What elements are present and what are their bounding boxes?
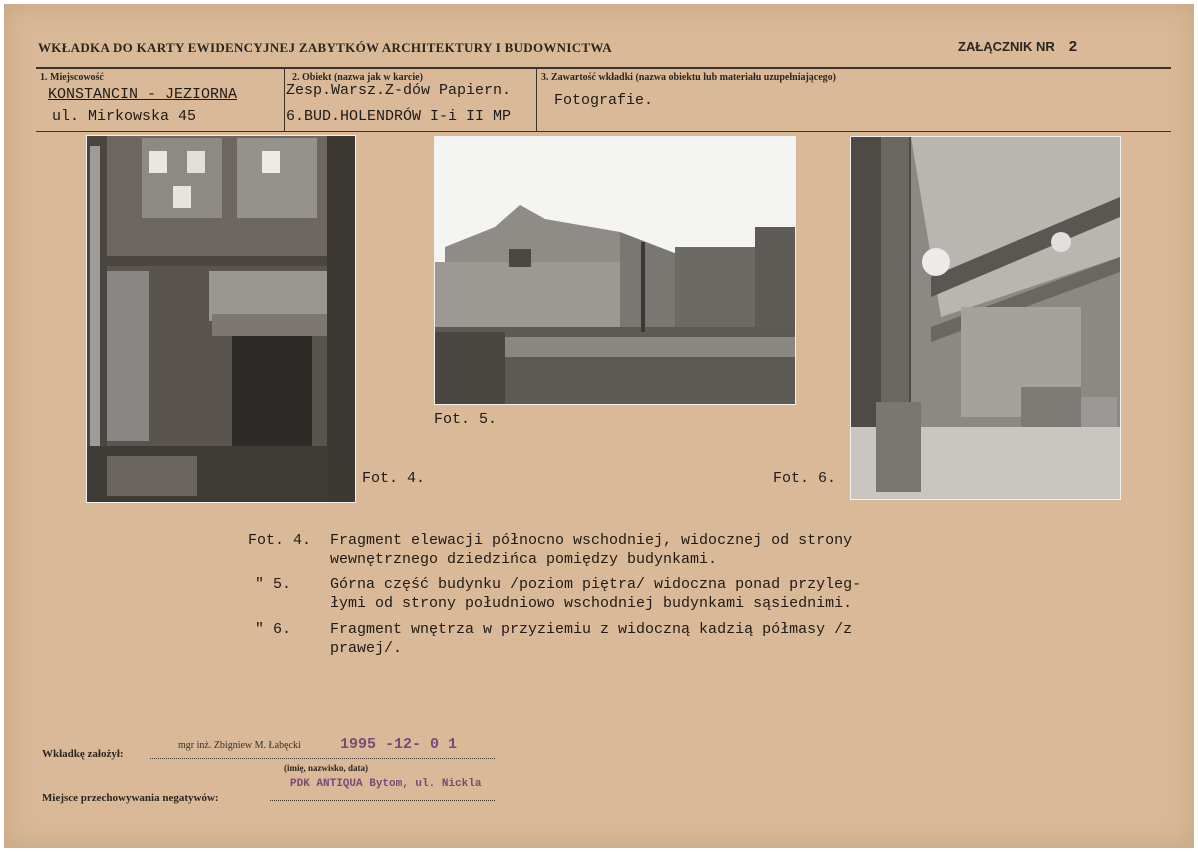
field-3-label: 3. Zawartość wkładki (nazwa obiektu lub materiału uzupełniającego) [541,72,837,83]
field-2-label: 2. Obiekt (nazwa jak w karcie) [292,72,423,83]
description-4-line-2: wewnętrznego dziedzińca pomiędzy budynkami. [330,551,718,568]
header-rule-bottom [36,131,1171,132]
founder-hint: (imię, nazwisko, data) [284,763,368,773]
description-5-line-1: Górna część budynku /poziom piętra/ widoczna ponad przyleg- [330,576,862,593]
header-rule-top [36,67,1171,69]
storage-stamp: PDK ANTIQUA Bytom, ul. Nickla [290,778,482,790]
storage-dotted-line [270,800,495,801]
field-2-line-1: Zesp.Warsz.Z-dów Papiern. [286,82,512,99]
card-title: WKŁADKA DO KARTY EWIDENCYJNEJ ZABYTKÓW ARCHITEKTURY I BUDOWNICTWA [38,40,612,55]
photo-6-caption: Fot. 6. [773,470,837,487]
field-1-line-1: KONSTANCIN - JEZIORNA [48,86,238,103]
founder-label: Wkładkę założył: [42,748,124,760]
storage-label: Miejsce przechowywania negatywów: [42,792,219,804]
field-1-label: 1. Miejscowość [40,72,104,83]
description-6-line-1: Fragment wnętrza w przyziemiu z widoczną kadzią półmasy /z [330,621,853,638]
annex-label [958,38,1077,55]
annex-label-text: ZAŁĄCZNIK NR [958,39,1055,54]
founder-name: mgr inż. Zbigniew M. Łabęcki [178,740,301,751]
photo-4-caption: Fot. 4. [362,470,426,487]
photo-5-caption: Fot. 5. [434,411,498,428]
field-2-line-2: 6.BUD.HOLENDRÓW I-i II MP [286,108,512,125]
description-6-mark: " 6. [255,621,292,638]
annex-number: 2 [1068,38,1078,55]
field-divider-2 [536,69,537,131]
description-6-line-2: prawej/. [330,640,403,657]
field-1-line-2: ul. Mirkowska 45 [52,108,197,125]
founder-dotted-line [150,758,495,759]
field-divider-1 [284,69,285,131]
photo-4-brick-facade [86,135,356,503]
description-5-mark: " 5. [255,576,292,593]
photo-6-interior [850,136,1121,500]
description-4-line-1: Fragment elewacji północno wschodniej, widocznej od strony [330,532,853,549]
description-5-line-2: łymi od strony południowo wschodniej budynkami sąsiednimi. [330,595,853,612]
field-3-value: Fotografie. [554,92,654,109]
founder-date-stamp: 1995 -12- 0 1 [340,736,458,753]
description-4-mark: Fot. 4. [248,532,312,549]
photo-5-upper-building [434,136,796,405]
